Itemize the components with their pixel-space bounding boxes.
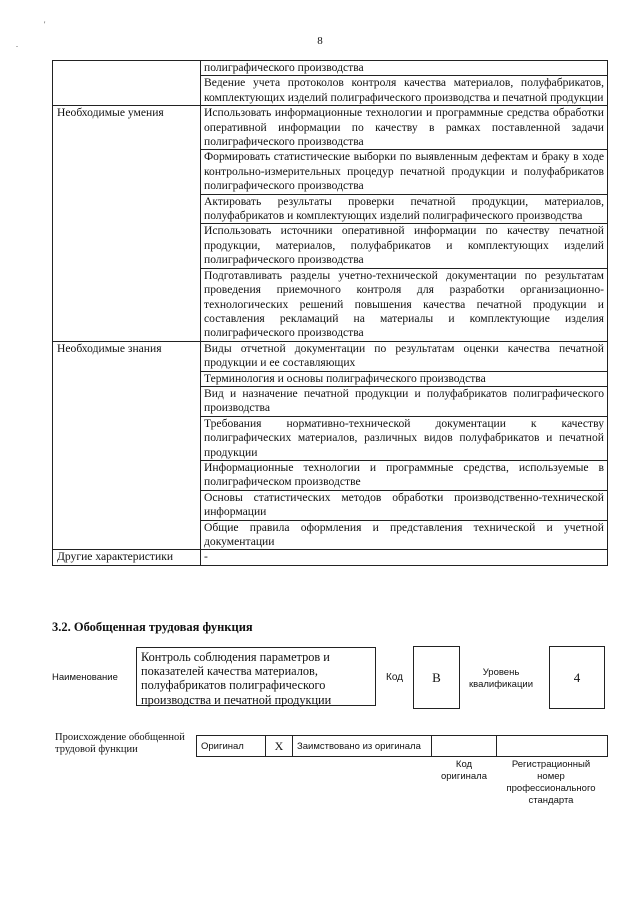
origin-label: Происхождение обобщенной трудовой функции (55, 732, 185, 755)
table-cell: Требования нормативно-технической документации к качеству полиграфических материалов, различных видов полуфабрикатов и печатной продукции (201, 416, 608, 460)
qualification-table (52, 60, 608, 566)
table-row (53, 106, 608, 150)
gtf-code-label: Код (386, 672, 404, 683)
table-cell: Общие правила оформления и представления технической и учетной документации (201, 520, 608, 550)
origin-original: Оригинал (197, 736, 266, 757)
table-cell: Формировать статистические выборки по выявленным дефектам и браку в ходе контрольно-измерительных процедур печатной продукции и полуфабрикатов полиграфического производства (201, 150, 608, 194)
gtf-name-label: Наименование (52, 672, 118, 683)
origin-code-cell (432, 736, 497, 757)
table-cell: Информационные технологии и программные средства, используемые в полиграфическом производстве (201, 460, 608, 490)
table-cell: Виды отчетной документации по результатам оценки качества печатной продукции и ее составляющих (201, 341, 608, 371)
stray-mark: . (16, 40, 18, 49)
caption-code-original: Код оригинала (440, 759, 487, 782)
table-cell: Подготавливать разделы учетно-технической документации по результатам проведения приемочного контроля для разработки организационно-технологических решений повышения качества печатной продукции и составления рекламаций на материалы и комплектующие изделия полиграфического производства (201, 268, 608, 341)
table-row (197, 736, 608, 757)
table-cell: Основы статистических методов обработки производственно-технической информации (201, 490, 608, 520)
section-title: 3.2. Обобщенная трудовая функция (52, 620, 253, 634)
row-label-skills: Необходимые умения (53, 106, 201, 342)
table-cell: Использовать информационные технологии и программные средства обработки оперативной информации по качеству в рамках поставленной задачи полиграфического производства (201, 106, 608, 150)
origin-borrowed: Заимствовано из оригинала (293, 736, 432, 757)
table-cell: полиграфического производства (201, 61, 608, 76)
page-number: 8 (317, 35, 323, 47)
row-label-other: Другие характеристики (53, 550, 201, 565)
origin-table (196, 735, 608, 757)
row-label-knowledge: Необходимые знания (53, 341, 201, 550)
stray-mark: ' (44, 20, 46, 29)
origin-reg-cell (497, 736, 608, 757)
gtf-name-box: Контроль соблюдения параметров и показателей качества материалов, полуфабрикатов полиграфического производства и печатной продукции (136, 647, 376, 706)
row-label (53, 61, 201, 106)
table-row (53, 550, 608, 565)
table-cell: Актировать результаты проверки печатной продукции, материалов, полуфабрикатов и комплектующих изделий полиграфического производства (201, 194, 608, 224)
table-row (53, 341, 608, 371)
table-cell: Вид и назначение печатной продукции и полуфабрикатов полиграфического производства (201, 386, 608, 416)
caption-reg-number: Регистрационный номер профессионального стандарта (506, 759, 596, 806)
origin-mark: X (266, 736, 293, 757)
gtf-level-label: Уровень квалификации (468, 667, 534, 690)
table-cell: Использовать источники оперативной информации по качеству печатной продукции, материалов, полуфабрикатов и комплектующих изделий полиграфического производства (201, 224, 608, 268)
gtf-code-box: B (413, 646, 460, 709)
table-cell: Ведение учета протоколов контроля качества материалов, полуфабрикатов, комплектующих изделий полиграфического производства и печатной продукции (201, 76, 608, 106)
table-row (53, 61, 608, 76)
table-cell: - (201, 550, 608, 565)
gtf-level-box: 4 (549, 646, 605, 709)
table-cell: Терминология и основы полиграфического производства (201, 371, 608, 386)
